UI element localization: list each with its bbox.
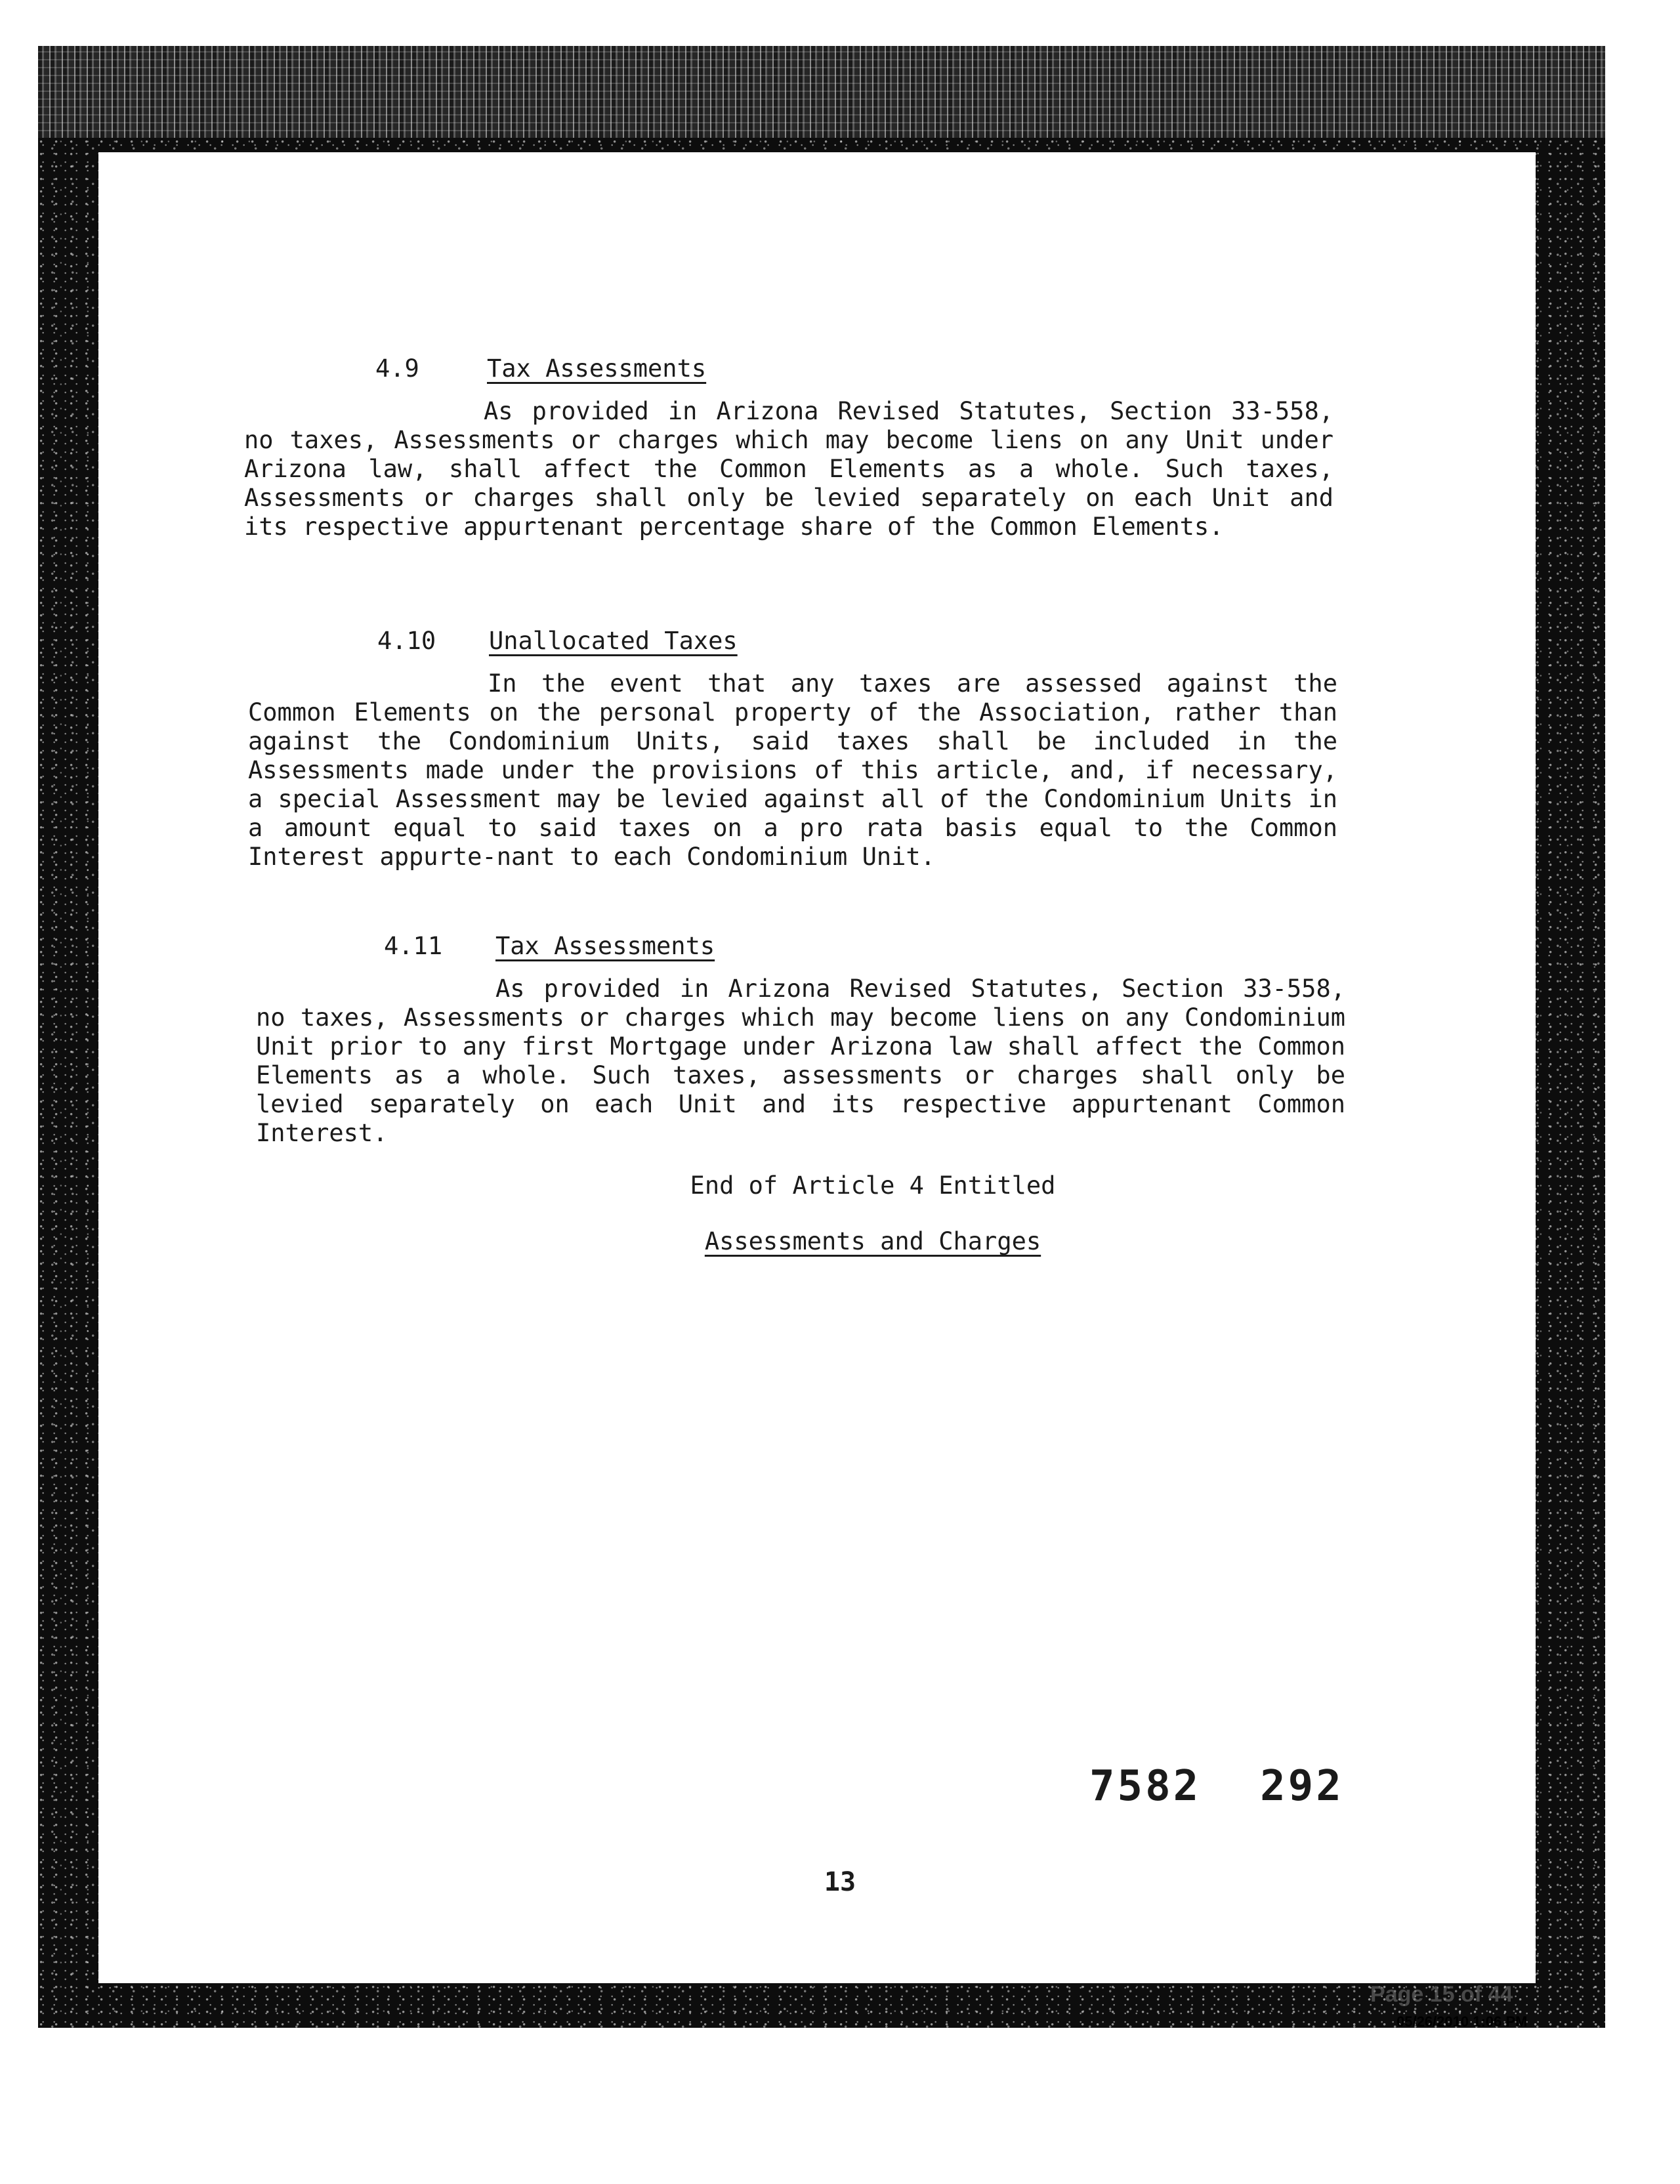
article-title: Assessments and Charges	[704, 1227, 1041, 1255]
page-number: 13	[824, 1867, 856, 1897]
bates-page: 292	[1260, 1762, 1344, 1811]
bates-stamp	[1089, 1762, 1403, 1811]
scan-top-strip	[38, 46, 1605, 138]
section-heading	[384, 932, 715, 960]
section-body: As provided in Arizona Revised Statutes, Section 33-558, no taxes, Assessments or charges which may become liens on any Unit under Arizona law, shall affect the Common Elements as a whole. Such taxes, Assessments or charges shall only be levied separately on each Unit and its respective appurtenant percentage share of the Common Elements.	[244, 397, 1334, 541]
section-heading	[375, 354, 706, 383]
page-counter: Page 15 of 44	[1370, 1982, 1513, 2007]
article-end-line: End of Article 4 Entitled	[690, 1171, 1056, 1200]
section-title: Tax Assessments	[495, 932, 715, 960]
section-number: 4.9	[375, 354, 419, 383]
bates-book: 7582	[1089, 1762, 1202, 1811]
section-body: In the event that any taxes are assessed against the Common Elements on the personal property of the Association, rather than against the Condominium Units, said taxes shall be included in the Assessments made under the provisions of this article, and, if necessary, a special Assessment may be levied against all of the Condominium Units in a amount equal to said taxes on a pro rata basis equal to the Common Interest appurte-nant to each Condominium Unit.	[248, 669, 1337, 871]
section-body: As provided in Arizona Revised Statutes, Section 33-558, no taxes, Assessments or charges which may become liens on any Condominium Unit prior to any first Mortgage under Arizona law shall affect the Common Elements as a whole. Such taxes, assessments or charges shall only be levied separately on each Unit and its respective appurtenant Common Interest.	[256, 975, 1345, 1147]
print-timestamp: 05/26/2010 1:06 PM	[1396, 2013, 1528, 2030]
section-title: Unallocated Taxes	[489, 627, 738, 655]
section-number: 4.11	[384, 932, 443, 960]
section-title: Tax Assessments	[487, 354, 707, 383]
section-number: 4.10	[377, 627, 436, 655]
section-heading	[377, 627, 738, 655]
